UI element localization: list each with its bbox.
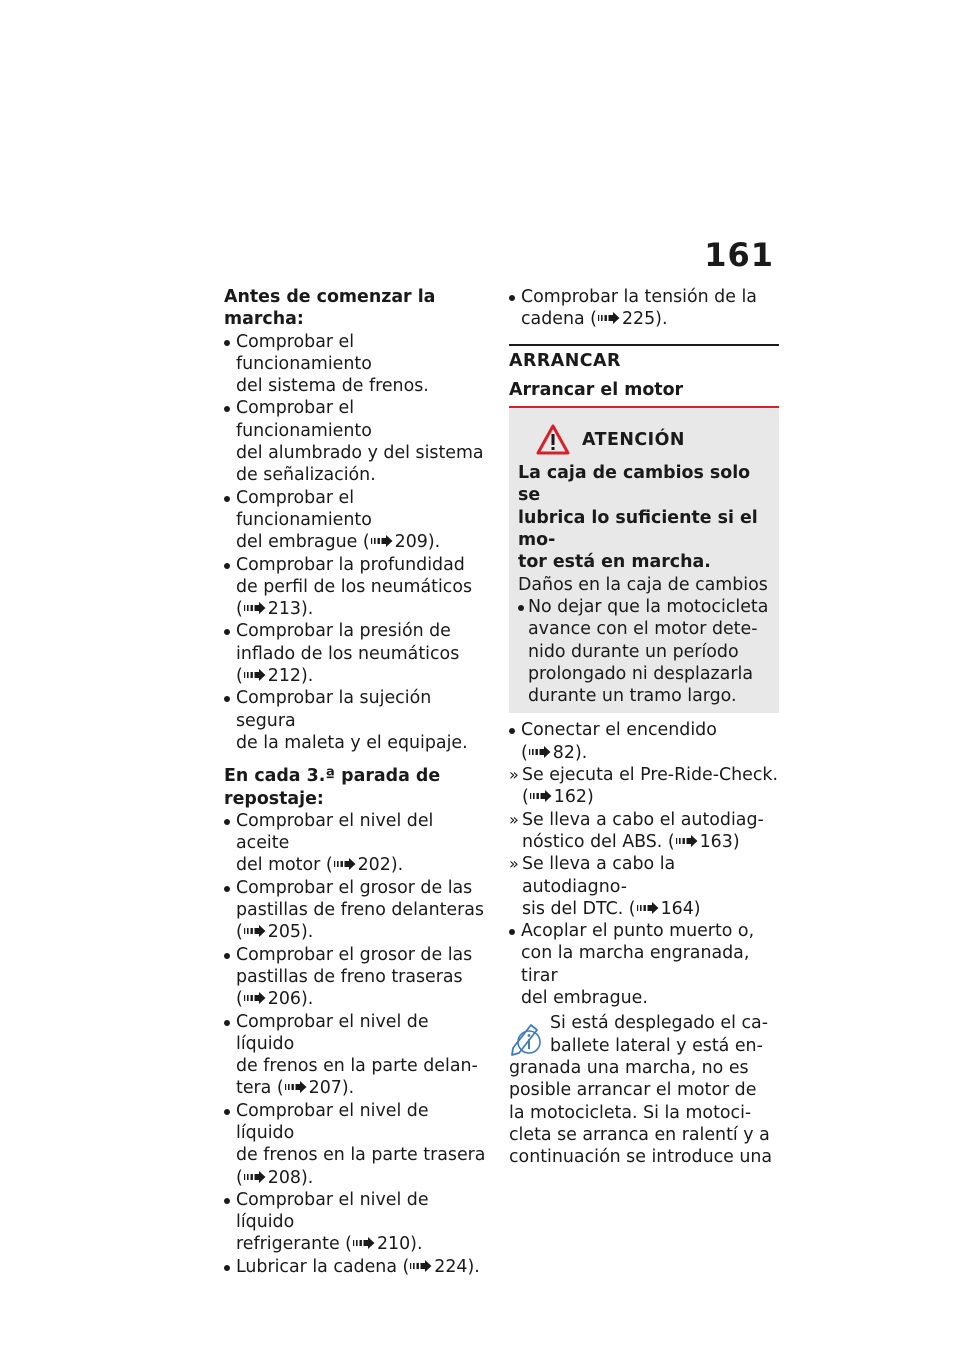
item-punctuation: ). — [341, 1078, 355, 1099]
item-line — [236, 531, 492, 553]
list-item — [224, 487, 492, 554]
item-text: ( — [522, 787, 529, 808]
item-line — [522, 786, 779, 808]
item-text: sis del DTC. ( — [522, 898, 636, 919]
item-text: Comprobar el nivel de líquido — [236, 1189, 429, 1233]
item-text: del alumbrado y del sistema — [236, 443, 484, 464]
page-reference[interactable] — [675, 832, 740, 852]
result-item — [509, 853, 779, 920]
reference-page-number: 224 — [434, 1256, 468, 1277]
item-text: Comprobar el funcionamiento — [236, 398, 372, 441]
item-line — [236, 554, 492, 576]
page-reference[interactable] — [409, 1257, 480, 1277]
item-text: tera ( — [236, 1078, 284, 1099]
item-text: Conectar el encendido — [521, 720, 717, 741]
reference-page-number: 210 — [376, 1234, 411, 1255]
item-punctuation: ). — [410, 1234, 423, 1255]
text-line: lubrica lo suficiente si el mo- — [518, 507, 758, 551]
page-reference-arrow-icon — [353, 1237, 375, 1249]
item-text: Se ejecuta el Pre-Ride-Check. — [522, 765, 779, 786]
item-line — [236, 1100, 492, 1145]
result-item — [509, 764, 779, 809]
item-text: ( — [236, 1167, 243, 1188]
reference-page-number: 163 — [699, 831, 733, 852]
item-line — [236, 810, 492, 855]
list-item — [224, 877, 492, 944]
text-line: prolongado ni desplazarla — [528, 663, 753, 684]
info-line: granada una marcha, no es — [509, 1057, 749, 1078]
result-arrow-icon: » — [509, 854, 519, 874]
page-number: 161 — [704, 236, 774, 274]
page-reference[interactable] — [333, 855, 404, 875]
list-item — [224, 1011, 492, 1100]
reference-page-number: 212 — [267, 666, 301, 687]
list-item — [224, 1189, 492, 1256]
list-item — [224, 1256, 492, 1278]
reference-page-number: 164 — [660, 898, 694, 919]
item-line — [522, 764, 779, 786]
page-reference-arrow-icon — [285, 1081, 307, 1093]
reference-page-number: 202 — [357, 855, 391, 876]
item-line — [236, 598, 492, 620]
list-item — [224, 331, 492, 398]
item-text: Comprobar la tensión de la — [521, 287, 757, 307]
item-punctuation: ). — [655, 309, 668, 330]
item-line — [236, 921, 492, 943]
reference-page-number: 82 — [552, 742, 575, 763]
item-text: ( — [521, 742, 528, 763]
item-punctuation: ). — [301, 666, 314, 687]
list-item — [224, 687, 492, 754]
item-text: Se lleva a cabo el autodiag- — [522, 809, 764, 830]
start-steps — [509, 719, 779, 1009]
item-text: del sistema de frenos. — [236, 376, 429, 397]
item-punctuation: ). — [427, 532, 441, 553]
info-line: cleta se arranca en ralentí y a — [509, 1124, 770, 1145]
chain-tension-item — [509, 286, 779, 331]
info-text — [509, 1012, 779, 1168]
warning-title: ATENCIÓN — [582, 430, 685, 451]
reference-page-number: 209 — [394, 532, 428, 553]
item-line — [236, 1011, 492, 1056]
page-reference-arrow-icon — [637, 902, 659, 914]
page-reference-arrow-icon — [244, 925, 266, 937]
warning-bold-text — [518, 462, 770, 573]
item-punctuation: ). — [467, 1256, 480, 1277]
warning-instruction — [518, 596, 770, 707]
reference-page-number: 213 — [267, 599, 301, 620]
item-punctuation: ). — [301, 599, 314, 620]
item-text: de la maleta y el equipaje. — [236, 732, 468, 753]
item-text: Comprobar la profundidad — [236, 554, 465, 575]
item-text: refrigerante ( — [236, 1234, 352, 1255]
section-divider — [509, 344, 779, 346]
item-line — [521, 742, 779, 764]
text-line: No dejar que la motocicleta — [528, 596, 769, 617]
item-line — [236, 665, 492, 687]
reference-page-number: 205 — [267, 922, 301, 943]
item-line — [236, 375, 492, 397]
page-reference[interactable] — [528, 743, 587, 763]
right-column — [509, 286, 779, 1168]
reference-page-number: 206 — [267, 989, 301, 1010]
result-arrow-icon: » — [509, 765, 519, 785]
page-reference[interactable] — [243, 922, 314, 942]
item-line — [521, 987, 779, 1009]
item-punctuation: ) — [587, 787, 594, 808]
item-text: Comprobar el nivel de líquido — [236, 1011, 429, 1054]
warning-box — [509, 406, 779, 713]
reference-page-number: 207 — [308, 1078, 342, 1099]
page-reference[interactable] — [243, 599, 314, 619]
item-text: del embrague ( — [236, 532, 370, 553]
item-text: Comprobar la sujeción segura — [236, 688, 432, 731]
heading-before-riding: Antes de comenzar la marcha: — [224, 287, 436, 330]
info-line: ballete lateral y está en- — [550, 1035, 763, 1056]
page-reference[interactable] — [284, 1078, 355, 1098]
item-line — [521, 286, 779, 308]
list-item — [224, 620, 492, 687]
item-line — [522, 809, 779, 831]
item-punctuation: ) — [693, 898, 701, 919]
page-reference-arrow-icon — [598, 312, 620, 324]
item-line — [236, 854, 492, 876]
list-item — [509, 286, 779, 331]
item-text: Comprobar el funcionamiento — [236, 487, 372, 530]
info-line: Si está desplegado el ca- — [550, 1013, 768, 1034]
reference-page-number: 208 — [267, 1167, 301, 1188]
item-line — [236, 899, 492, 921]
warning-header — [536, 418, 770, 462]
item-line — [522, 831, 779, 853]
list-item — [224, 944, 492, 1011]
item-text: con la marcha engranada, tirar — [521, 943, 750, 986]
reference-page-number: 162 — [553, 787, 587, 808]
item-text: de frenos en la parte delan- — [236, 1056, 478, 1077]
info-line: continuación se introduce una — [509, 1147, 773, 1168]
item-text: Comprobar el nivel de líquido — [236, 1100, 429, 1143]
item-punctuation: ). — [301, 1167, 314, 1188]
text-line: avance con el motor dete- — [528, 619, 758, 640]
item-line — [236, 1167, 492, 1189]
item-text: Comprobar el grosor de las — [236, 944, 473, 965]
item-text: cadena ( — [521, 309, 597, 330]
item-line — [236, 687, 492, 732]
checklist-every-third-stop — [224, 810, 492, 1278]
item-text: inflado de los neumáticos — [236, 643, 460, 664]
info-line: posible arrancar el motor de — [509, 1080, 757, 1101]
item-line — [236, 464, 492, 486]
item-text: de señalización. — [236, 465, 376, 486]
item-punctuation: ). — [390, 855, 404, 876]
warning-triangle-icon — [536, 424, 570, 456]
item-line — [236, 487, 492, 532]
reference-page-number: 225 — [621, 309, 656, 330]
section-title: ARRANCAR — [509, 350, 621, 371]
item-line — [236, 877, 492, 899]
list-item — [509, 719, 779, 764]
item-line — [236, 1077, 492, 1099]
item-text: ( — [236, 666, 243, 687]
item-line — [236, 944, 492, 966]
item-text: Lubricar la cadena ( — [236, 1256, 410, 1277]
text-line: tor está en marcha. — [518, 552, 711, 573]
page-reference[interactable] — [529, 787, 594, 807]
item-line — [522, 853, 779, 898]
item-text: de perfil de los neumáticos — [236, 576, 473, 597]
item-text: del embrague. — [521, 988, 648, 1009]
item-line — [236, 1189, 492, 1234]
info-line: la motocicleta. Si la motoci- — [509, 1102, 752, 1123]
heading-every-third-stop-line2: repostaje: — [224, 788, 324, 809]
text-line: nido durante un período — [528, 641, 739, 662]
list-item — [224, 554, 492, 621]
list-item — [224, 1100, 492, 1189]
item-line — [236, 988, 492, 1010]
item-line — [521, 308, 779, 330]
page-reference[interactable] — [352, 1234, 423, 1254]
page-reference-arrow-icon — [530, 790, 552, 802]
item-text: Acoplar el punto muerto o, — [521, 921, 755, 942]
heading-every-third-stop-line1: En cada 3.ª parada de — [224, 766, 441, 787]
item-line — [236, 397, 492, 442]
item-line — [236, 620, 492, 642]
list-item — [509, 920, 779, 1009]
info-note — [509, 1012, 779, 1168]
item-line — [236, 1055, 492, 1077]
item-text: ( — [236, 989, 243, 1010]
info-pencil-icon — [509, 1018, 545, 1058]
item-line — [236, 442, 492, 464]
list-item — [224, 397, 492, 486]
result-item — [509, 809, 779, 854]
page-reference-arrow-icon — [244, 1171, 266, 1183]
item-line — [521, 942, 779, 987]
item-text: Comprobar el funcionamiento — [236, 331, 372, 374]
page-reference[interactable] — [243, 1168, 314, 1188]
left-column — [224, 286, 492, 1278]
page-reference[interactable] — [597, 309, 668, 329]
page-reference-arrow-icon — [371, 535, 393, 547]
subsection-title: Arrancar el motor — [509, 379, 684, 400]
text-line: La caja de cambios solo se — [518, 463, 751, 506]
item-punctuation: ). — [301, 922, 314, 943]
checklist-before-riding — [224, 331, 492, 755]
item-line — [236, 331, 492, 376]
list-item — [224, 810, 492, 877]
item-line — [236, 966, 492, 988]
page-reference[interactable] — [243, 989, 314, 1009]
item-text: nóstico del ABS. ( — [522, 831, 675, 852]
item-punctuation: ). — [301, 989, 314, 1010]
page-reference-arrow-icon — [529, 746, 551, 758]
item-text: de frenos en la parte trasera — [236, 1145, 486, 1166]
page-reference[interactable] — [636, 899, 701, 919]
item-text: pastillas de freno traseras — [236, 966, 463, 987]
page-reference-arrow-icon — [244, 602, 266, 614]
item-text: Se lleva a cabo la autodiagno- — [522, 854, 676, 897]
item-line — [521, 719, 779, 741]
item-punctuation: ) — [732, 831, 740, 852]
item-text: Comprobar la presión de — [236, 621, 451, 642]
item-line — [236, 643, 492, 665]
page-reference[interactable] — [370, 532, 441, 552]
item-line — [522, 898, 779, 920]
result-arrow-icon: » — [509, 809, 519, 829]
item-text: Comprobar el grosor de las — [236, 877, 473, 898]
text-line: durante un tramo largo. — [528, 686, 737, 707]
item-text: ( — [236, 922, 243, 943]
item-line — [521, 920, 779, 942]
page-reference-arrow-icon — [676, 835, 698, 847]
page-reference-arrow-icon — [410, 1260, 432, 1272]
page-reference-arrow-icon — [334, 858, 356, 870]
item-line — [236, 732, 492, 754]
item-text: ( — [236, 599, 243, 620]
item-line — [236, 576, 492, 598]
page-reference-arrow-icon — [244, 669, 266, 681]
item-text: pastillas de freno delanteras — [236, 900, 484, 921]
item-line — [236, 1256, 492, 1278]
page-reference[interactable] — [243, 666, 314, 686]
item-punctuation: ). — [574, 742, 588, 763]
item-line — [236, 1233, 492, 1255]
page-reference-arrow-icon — [244, 992, 266, 1004]
item-text: del motor ( — [236, 855, 333, 876]
warning-consequence: Daños en la caja de cambios — [518, 574, 768, 595]
item-line — [236, 1144, 492, 1166]
item-text: Comprobar el nivel del aceite — [236, 810, 434, 854]
